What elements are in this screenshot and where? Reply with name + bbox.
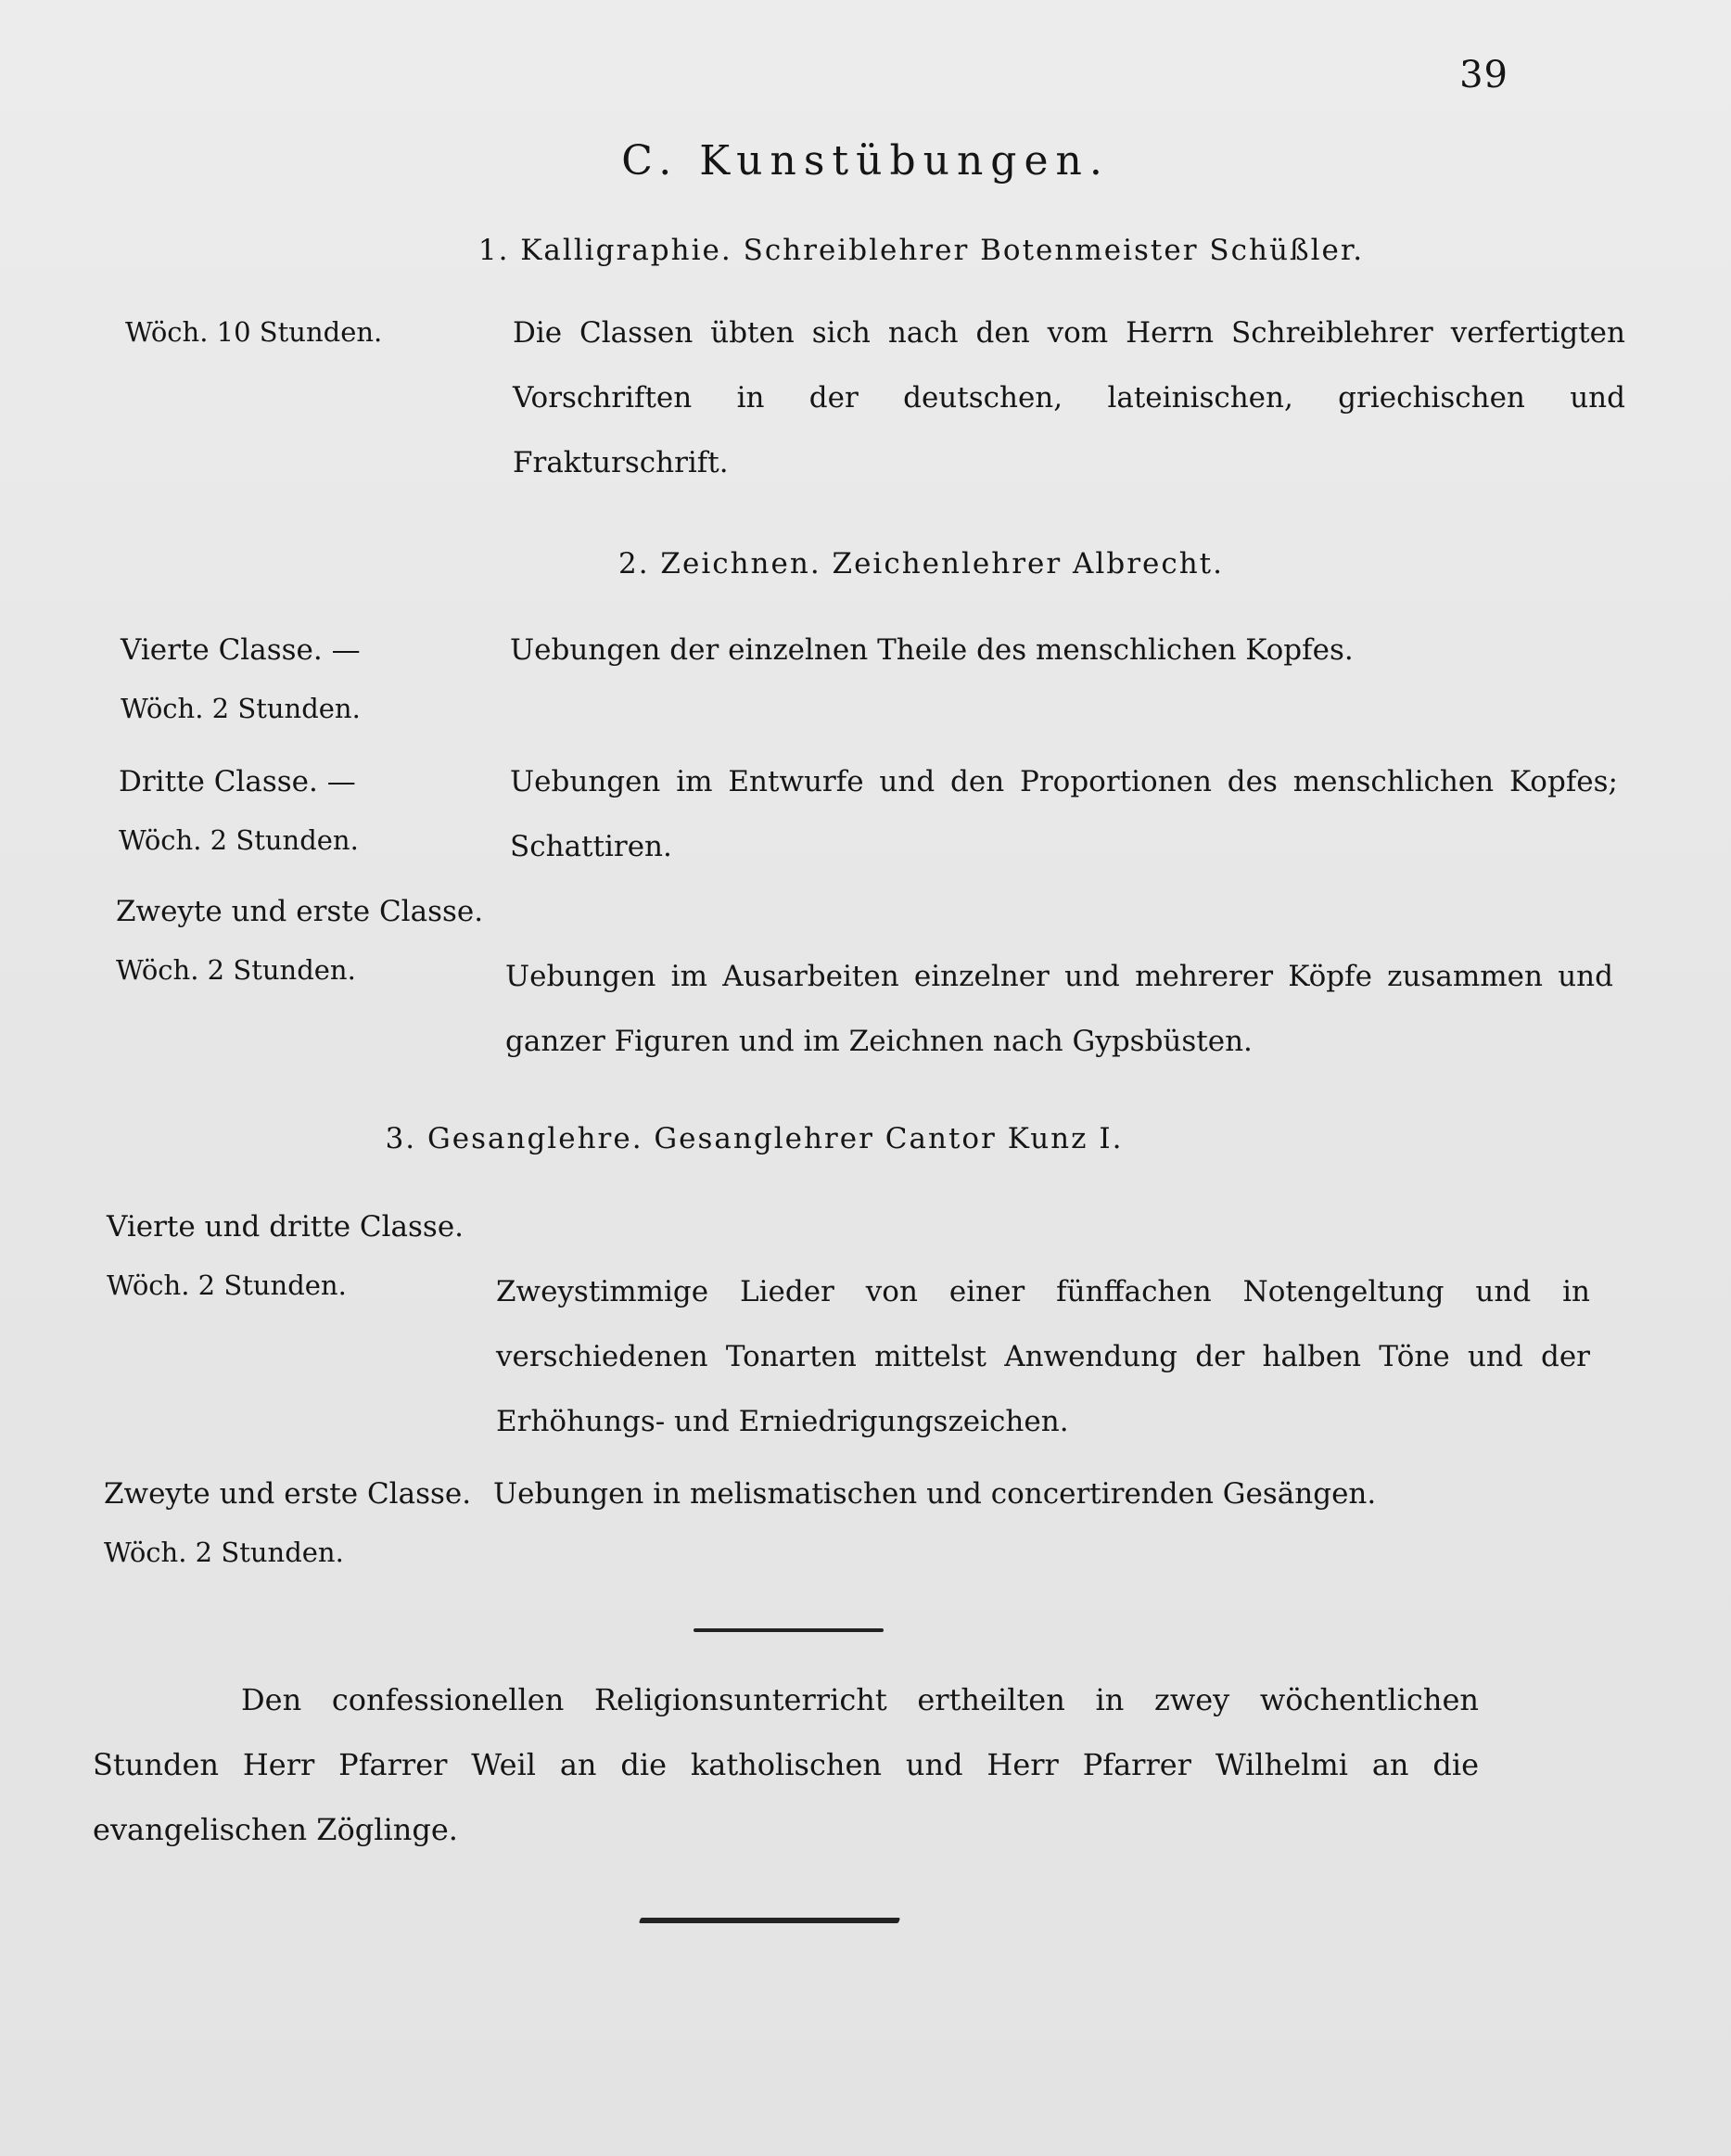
entry-hours: Wöch. 2 Stunden. bbox=[107, 1269, 347, 1301]
section-title-gesanglehre: 3. Gesanglehre. Gesanglehrer Cantor Kunz I. bbox=[385, 1122, 1124, 1155]
entry-hours: Wöch. 2 Stunden. bbox=[121, 693, 361, 724]
entry-hours: Wöch. 2 Stunden. bbox=[119, 824, 359, 856]
entry-description: Zweystimmige Lieder von einer fünffachen Notengeltung und in verschiedenen Tonarten mittelst Anwendung der halben Töne und der Erhöhungs- und Erniedrigungszeichen. bbox=[496, 1275, 1590, 1438]
closing-rule bbox=[639, 1918, 900, 1923]
page-number: 39 bbox=[1459, 54, 1508, 96]
divider-rule bbox=[694, 1628, 884, 1632]
entry-class-label: Zweyte und erste Classe. bbox=[104, 1477, 472, 1511]
entry-class-label: Zweyte und erste Classe. bbox=[116, 895, 484, 928]
entry-hours: Wöch. 2 Stunden. bbox=[104, 1537, 344, 1568]
page-heading: C. Kunstübungen. bbox=[621, 137, 1110, 185]
entry-class-label: Dritte Classe. — bbox=[119, 765, 356, 798]
entry-class-label: Vierte Classe. — bbox=[121, 633, 361, 667]
entry-description: Uebungen der einzelnen Theile des menschlichen Kopfes. bbox=[510, 633, 1354, 667]
footer-text: Den confessionellen Religionsunterricht ertheilten in zwey wöchentlichen Stunden Herr Pfarrer Weil an die katholischen und Herr Pfarrer Wilhelmi an die evangelischen Zöglinge. bbox=[93, 1682, 1479, 1847]
entry-description: Uebungen im Entwurfe und den Proportionen des menschlichen Kopfes; Schattiren. bbox=[510, 765, 1618, 863]
entry-hours: Wöch. 2 Stunden. bbox=[116, 954, 356, 986]
footer-paragraph bbox=[93, 1667, 1479, 1862]
section-title-zeichnen: 2. Zeichnen. Zeichenlehrer Albrecht. bbox=[618, 547, 1224, 580]
entry-description: Uebungen im Ausarbeiten einzelner und mehrerer Köpfe zusammen und ganzer Figuren und im Zeichnen nach Gypsbüsten. bbox=[505, 960, 1613, 1058]
entry-class-label: Vierte und dritte Classe. bbox=[107, 1210, 465, 1244]
section-title-kalligraphie: 1. Kalligraphie. Schreiblehrer Botenmeister Schüßler. bbox=[477, 234, 1365, 267]
entry-hours: Wöch. 10 Stunden. bbox=[125, 316, 383, 348]
entry-description: Die Classen übten sich nach den vom Herrn Schreiblehrer verfertigten Vorschriften in der deutschen, lateinischen, griechischen und Frakturschrift. bbox=[513, 316, 1625, 479]
entry-description: Uebungen in melismatischen und concertirenden Gesängen. bbox=[493, 1477, 1377, 1511]
